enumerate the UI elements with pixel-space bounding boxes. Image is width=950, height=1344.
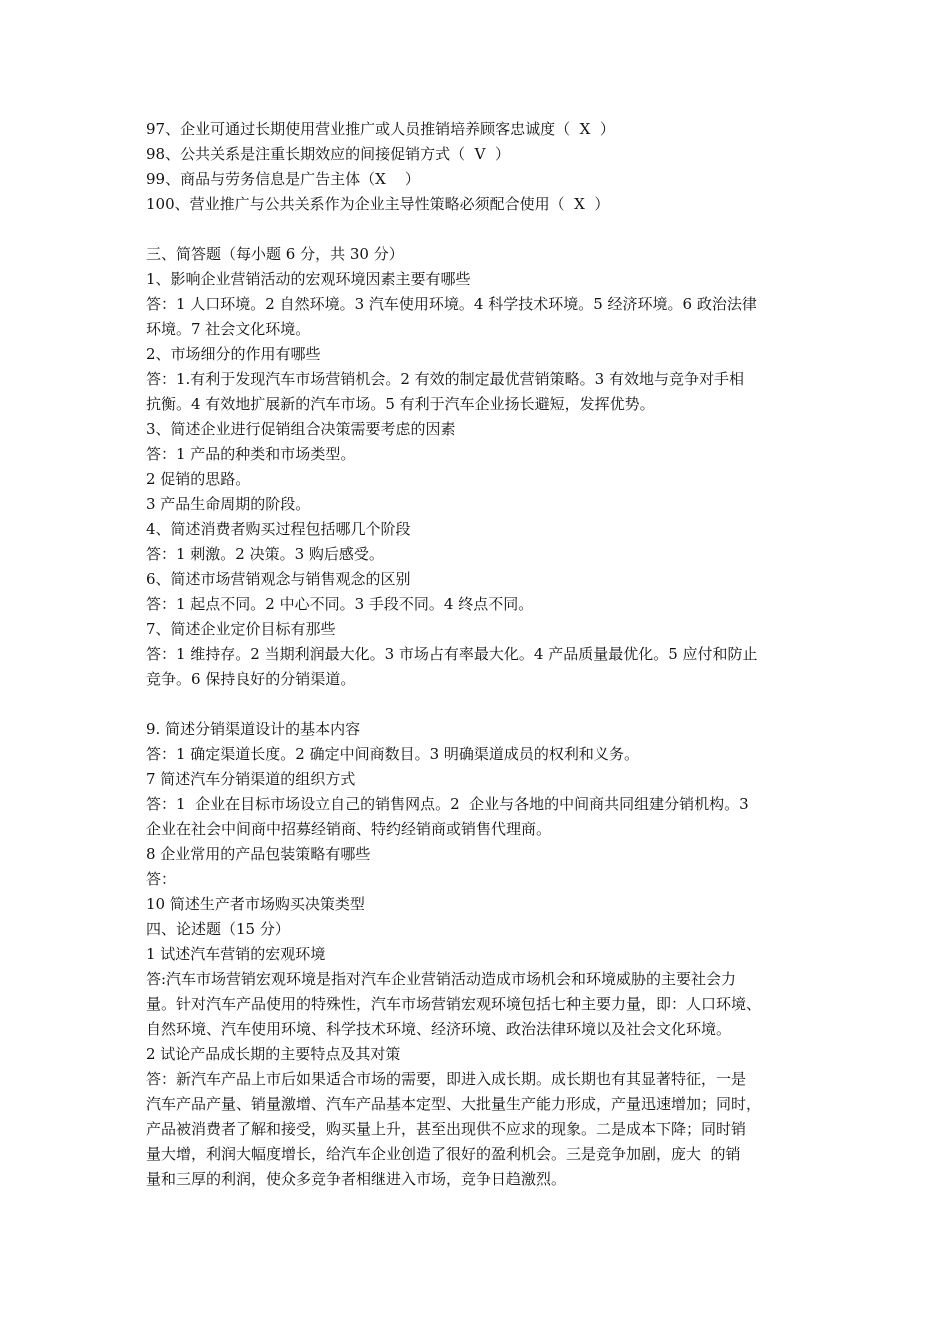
text-line: 答:汽车市场营销宏观环境是指对汽车企业营销活动造成市场机会和环境威胁的主要社会力: [146, 970, 737, 988]
text-line: 7、简述企业定价目标有那些: [146, 620, 336, 638]
text-line: 97、企业可通过长期使用营业推广或人员推销培养顾客忠诚度（ X ）: [146, 120, 615, 138]
text-line: 答：1 企业在目标市场设立自己的销售网点。2 企业与各地的中间商共同组建分销机构。3: [146, 795, 749, 813]
blank-line: [146, 692, 810, 717]
text-line: 量大增，利润大幅度增长，给汽车企业创造了很好的盈利机会。三是竞争加剧，庞大 的销: [146, 1145, 741, 1163]
text-line: 8 企业常用的产品包装策略有哪些: [146, 845, 371, 863]
text-line: 1 试述汽车营销的宏观环境: [146, 945, 326, 963]
text-line: 答：1 刺激。2 决策。3 购后感受。: [146, 545, 384, 563]
text-line: 3、简述企业进行促销组合决策需要考虑的因素: [146, 420, 456, 438]
text-line: 2 试论产品成长期的主要特点及其对策: [146, 1045, 401, 1063]
document-page: [146, 117, 810, 1192]
blank-line: [146, 217, 810, 242]
text-line: 答：新汽车产品上市后如果适合市场的需要，即进入成长期。成长期也有其显著特征，一是: [146, 1070, 747, 1088]
text-line: 3 产品生命周期的阶段。: [146, 495, 311, 513]
text-line: 四、论述题（15 分）: [146, 920, 290, 938]
text-line: 竞争。6 保持良好的分销渠道。: [146, 670, 356, 688]
text-line: 4、简述消费者购买过程包括哪几个阶段: [146, 520, 411, 538]
text-line: 答：: [146, 870, 177, 888]
text-line: 答：1 产品的种类和市场类型。: [146, 445, 356, 463]
text-line: 环境。7 社会文化环境。: [146, 320, 311, 338]
text-line: 三、简答题（每小题 6 分，共 30 分）: [146, 245, 404, 263]
text-line: 抗衡。4 有效地扩展新的汽车市场。5 有利于汽车企业扬长避短，发挥优势。: [146, 395, 655, 413]
text-line: 100、营业推广与公共关系作为企业主导性策略必须配合使用（ X ）: [146, 195, 610, 213]
text-line: 答：1.有利于发现汽车市场营销机会。2 有效的制定最优营销策略。3 有效地与竞争对手相: [146, 370, 744, 388]
text-line: 量和三厚的利润，使众多竞争者相继进入市场，竞争日趋激烈。: [146, 1170, 567, 1188]
text-line: 答：1 确定渠道长度。2 确定中间商数目。3 明确渠道成员的权利和义务。: [146, 745, 639, 763]
text-line: 企业在社会中间商中招募经销商、特约经销商或销售代理商。: [146, 820, 552, 838]
text-line: 6、简述市场营销观念与销售观念的区别: [146, 570, 411, 588]
text-line: 7 简述汽车分销渠道的组织方式: [146, 770, 356, 788]
text-line: 答：1 人口环境。2 自然环境。3 汽车使用环境。4 科学技术环境。5 经济环境。6 政治法律: [146, 295, 757, 313]
text-line: 1、影响企业营销活动的宏观环境因素主要有哪些: [146, 270, 471, 288]
text-line: 量。针对汽车产品使用的特殊性，汽车市场营销宏观环境包括七种主要力量，即：人口环境、: [146, 995, 762, 1013]
text-line: 汽车产品产量、销量激增、汽车产品基本定型、大批量生产能力形成，产量迅速增加；同时，: [146, 1095, 762, 1113]
text-line: 2、市场细分的作用有哪些: [146, 345, 321, 363]
text-line: 自然环境、汽车使用环境、科学技术环境、经济环境、政治法律环境以及社会文化环境。: [146, 1020, 732, 1038]
text-line: 98、公共关系是注重长期效应的间接促销方式（ V ）: [146, 145, 510, 163]
text-line: 答：1 起点不同。2 中心不同。3 手段不同。4 终点不同。: [146, 595, 534, 613]
text-line: 99、商品与劳务信息是广告主体（X ）: [146, 170, 420, 188]
text-line: 10 简述生产者市场购买决策类型: [146, 895, 365, 913]
text-line: 9. 简述分销渠道设计的基本内容: [146, 720, 361, 738]
text-line: 产品被消费者了解和接受，购买量上升，甚至出现供不应求的现象。二是成本下降；同时销: [146, 1120, 747, 1138]
text-line: 2 促销的思路。: [146, 470, 251, 488]
text-line: 答：1 维持存。2 当期利润最大化。3 市场占有率最大化。4 产品质量最优化。5 应付和防止: [146, 645, 758, 663]
